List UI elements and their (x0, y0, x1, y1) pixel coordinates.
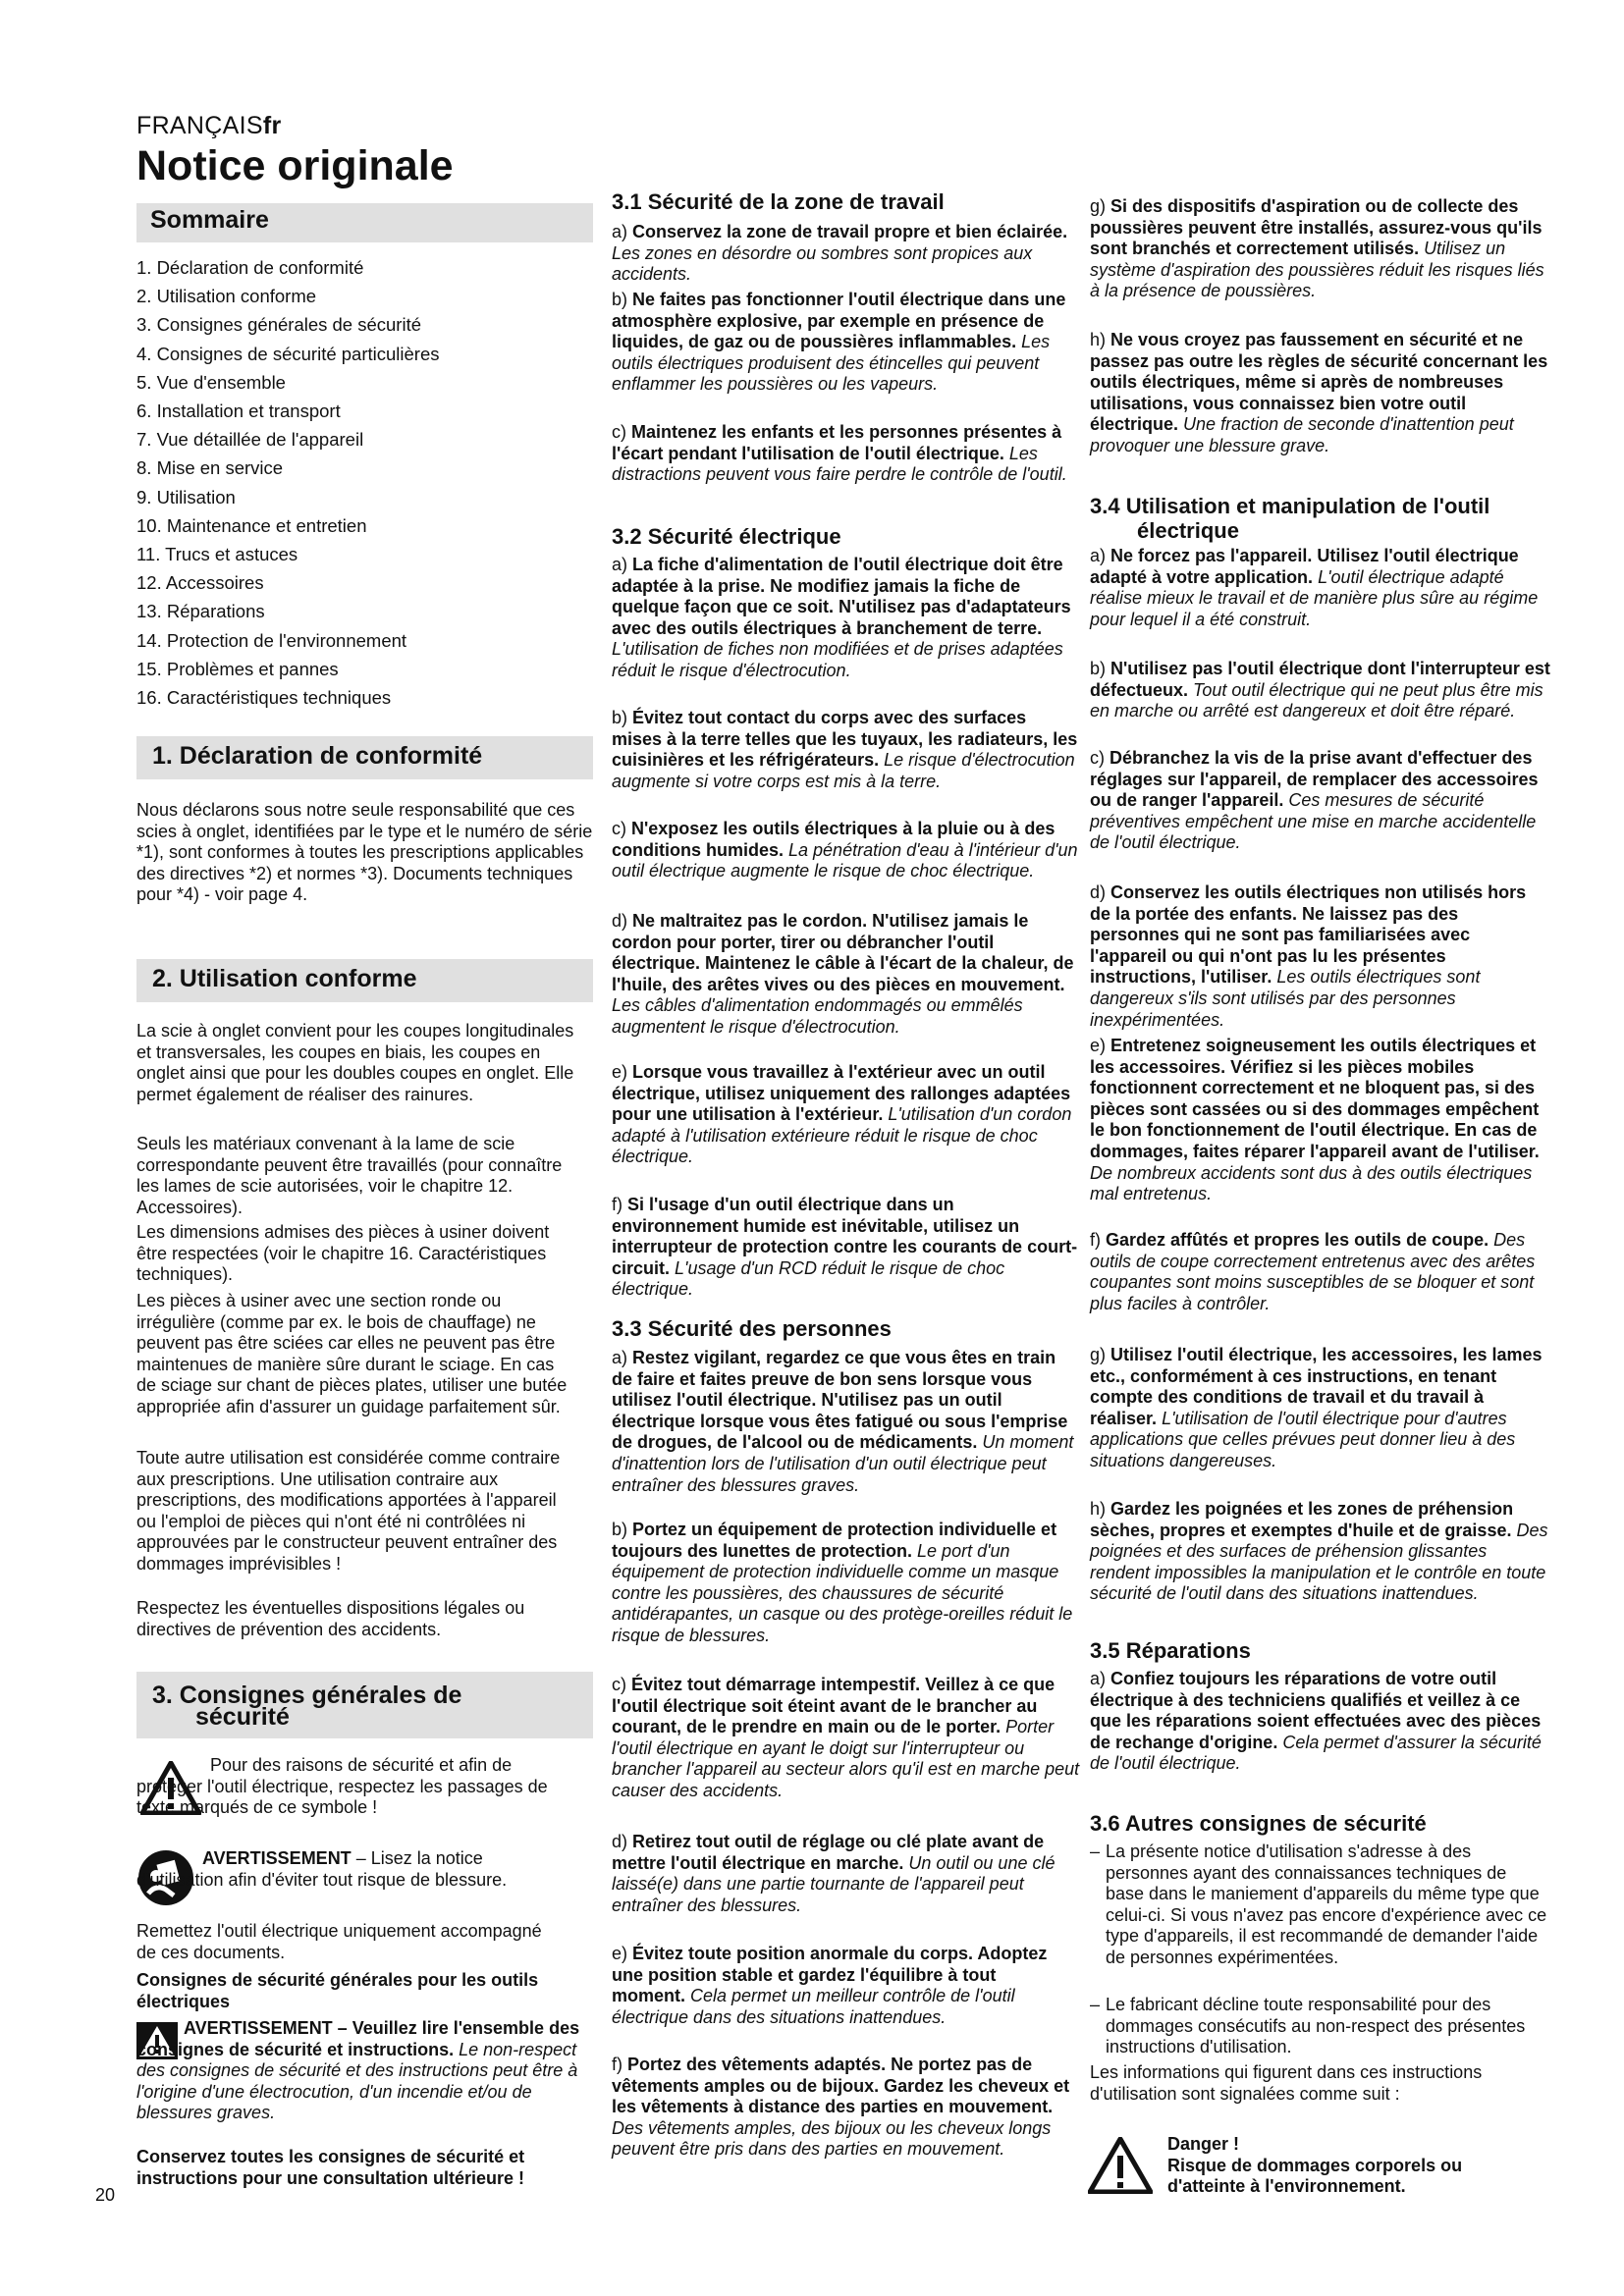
section-3-6-info: Les informations qui figurent dans ces instructions d'utilisation sont signalées comme suit : (1090, 2062, 1483, 2104)
section-3-3-c (612, 1675, 1081, 1802)
toc-item[interactable]: 16. Caractéristiques techniques (136, 687, 392, 709)
section-3-2-f (612, 1195, 1081, 1301)
item-italic: Des vêtements amples, des bijoux ou les cheveux longs peuvent être pris dans des parties en mouvement. (612, 2117, 1052, 2160)
section-1-heading-band (136, 736, 593, 779)
item-bold: Gardez affûtés et propres les outils de coupe. (1106, 1230, 1489, 1250)
section-1-body: Nous déclarons sous notre seule responsabilité que ces scies à onglet, identifiées par le type et le numéro de série *1), sont conformes à toutes les prescriptions applicables des directives *2) et normes *3). Documents techniques pour *4) - voir page 4. (136, 800, 593, 905)
item-prefix: f) (612, 1195, 627, 1214)
item-italic: Utilisez un système d'aspiration des poussières réduit les risques liés à la présence de poussières. (1090, 239, 1544, 301)
bullet-dash: – (1090, 1995, 1101, 2014)
section-3-5-a (1090, 1669, 1556, 1775)
item-bold: Évitez tout contact du corps avec des surfaces mises à la terre telles que les tuyaux, les radiateurs, les cuisinières et les réfrigérateurs. (612, 708, 1078, 771)
item-prefix: h) (1090, 1499, 1111, 1519)
section-3-4-heading-line1: 3.4 Utilisation et manipulation de l'outil (1090, 494, 1490, 518)
item-prefix: c) (1090, 748, 1110, 768)
item-prefix: a) (612, 1348, 633, 1367)
section-3-6-bullet-2: Le fabricant décline toute responsabilité pour des dommages consécutifs au non-respect des présentes instructions d'utilisation. (1106, 1995, 1526, 2057)
danger-text: Risque de dommages corporels ou d'atteinte à l'environnement. (1167, 2155, 1463, 2197)
item-italic: L'utilisation de l'outil électrique pour d'autres applications que celles prévues peut donner lieu à des situations dangereuses. (1090, 1408, 1516, 1470)
item-italic: Les distractions peuvent vous faire perdre le contrôle de l'outil. (612, 443, 1067, 485)
section-3-heading-line1: 3. Consignes générales de (152, 1682, 462, 1709)
toc-item[interactable]: 2. Utilisation conforme (136, 286, 317, 307)
toc-item[interactable]: 7. Vue détaillée de l'appareil (136, 429, 364, 451)
section-3-4-g (1090, 1345, 1551, 1472)
toc-heading-band (136, 203, 593, 242)
item-bold: Portez des vêtements adaptés. Ne portez pas de vêtements amples ou de bijoux. Gardez les cheveux et les vêtements à distance des parties en mouvement. (612, 2055, 1070, 2117)
toc-item[interactable]: 9. Utilisation (136, 486, 236, 507)
item-prefix: a) (612, 555, 633, 574)
item-bold: Conservez la zone de travail propre et bien éclairée. (632, 222, 1068, 241)
item-bold: Restez vigilant, regardez ce que vous êtes en train de faire et faites preuve de bon sens lorsque vous utilisez l'outil électrique. N'utilisez pas un outil électrique lorsque vous êtes fatigué ou sous l'emprise de drogues, de l'alcool ou de médicaments. (612, 1348, 1068, 1453)
section-3-keep: Conservez toutes les consignes de sécurité et instructions pour une consultation ultérieure ! (136, 2147, 525, 2188)
section-3-3-h (1090, 330, 1556, 457)
item-italic: Un outil ou une clé laissé(e) dans une partie tournante de l'appareil peut entraîner des blessures. (612, 1852, 1056, 1915)
item-bold: Conservez les outils électriques non utilisés hors de la portée des enfants. Ne laissez pas des personnes qui ne sont pas familiarisées avec l'appareil ou qui n'ont pas lu les présentes instructions, l'utiliser. (1090, 882, 1527, 988)
section-2-p6: Respectez les éventuelles dispositions légales ou directives de prévention des accidents. (136, 1598, 525, 1639)
language-name: FRANÇAIS (136, 112, 263, 139)
item-italic: L'outil électrique adapté réalise mieux le travail et de manière plus sûre au régime pour lequel il a été construit. (1090, 566, 1539, 629)
item-bold: Évitez toute position anormale du corps. Adoptez une position stable et gardez l'équilibre à tout moment. (612, 1944, 1048, 2006)
section-3-1-b (612, 290, 1073, 396)
bullet-dash: – (1090, 1842, 1101, 1861)
toc-item[interactable]: 13. Réparations (136, 601, 265, 622)
item-bold: Retirez tout outil de réglage ou clé plate avant de mettre l'outil électrique en marche. (612, 1832, 1045, 1873)
section-3-3-heading: 3.3 Sécurité des personnes (612, 1316, 892, 1341)
section-3-heading-line2: sécurité (195, 1702, 290, 1731)
section-3-1-c (612, 422, 1073, 486)
item-bold: Ne forcez pas l'appareil. Utilisez l'outil électrique adapté à votre application. (1090, 546, 1519, 587)
toc-item[interactable]: 8. Mise en service (136, 457, 284, 479)
item-prefix: f) (612, 2055, 627, 2074)
section-2-p4: Les pièces à usiner avec une section ronde ou irrégulière (comme par ex. le bois de chauffage) ne peuvent pas être sciées car elles ne peuvent pas être maintenues de manière sûre durant le sciage. En cas de sciage sur chant de pièces plates, utiliser une butée appropriée afin d'assurer un guidage parfaitement sûr. (136, 1291, 568, 1416)
item-italic: Des poignées et des surfaces de préhension glissantes rendent impossibles la manipulation et le contrôle en toute sécurité de l'outil dans des situations inattendues. (1090, 1520, 1548, 1604)
item-prefix: c) (612, 1675, 631, 1694)
item-italic: Cela permet un meilleur contrôle de l'outil électrique dans des situations inattendues. (612, 1986, 1015, 2027)
item-prefix: a) (1090, 1669, 1111, 1688)
section-3-6-bullet-1: La présente notice d'utilisation s'adresse à des personnes ayant des connaissances techniques de base dans le maniement d'appareils du même type que celui-ci. Si vous n'avez pas encore d'expérience avec ce type d'appareils, il est recommandé de demander l'aide de personnes expérimentées. (1106, 1842, 1547, 1967)
section-3-2-b (612, 708, 1078, 792)
item-bold: Lorsque vous travaillez à l'extérieur avec un outil électrique, utilisez uniquement des rallonges adaptées pour une utilisation à l'extérieur. (612, 1062, 1071, 1125)
item-bold: N'utilisez pas l'outil électrique dont l'interrupteur est défectueux. (1090, 659, 1550, 700)
page-number: 20 (95, 2185, 116, 2205)
warning-triangle-icon (1088, 2137, 1153, 2194)
danger-notice (1167, 2134, 1541, 2198)
danger-title: Danger ! (1167, 2134, 1240, 2154)
item-prefix: e) (1090, 1036, 1111, 1055)
section-3-1-a (612, 222, 1073, 286)
section-3-4-h (1090, 1499, 1551, 1605)
item-italic: L'usage d'un RCD réduit le risque de choc électrique. (612, 1257, 1005, 1300)
item-italic: Les câbles d'alimentation endommagés ou emmêlés augmentent le risque d'électrocution. (612, 995, 1023, 1037)
section-2-p5: Toute autre utilisation est considérée comme contraire aux prescriptions. Une utilisation contraire aux prescriptions, des modifications apportées à l'appareil ou l'emploi de pièces qui n'ont été ni contrôlées ni approuvées par le constructeur peuvent entraîner des dommages imprévisibles ! (136, 1448, 561, 1574)
section-3-handover: Remettez l'outil électrique uniquement accompagné de ces documents. (136, 1921, 542, 1962)
section-3-symbol-text: Pour des raisons de sécurité et afin de protéger l'outil électrique, respectez les passages de texte marqués de ce symbole ! (136, 1755, 548, 1818)
toc-item[interactable]: 11. Trucs et astuces (136, 544, 298, 565)
item-bold: Utilisez l'outil électrique, les accessoires, les lames etc., conformément à ces instructions, en tenant compte des conditions de travail et du travail à réaliser. (1090, 1345, 1543, 1428)
section-3-3-a (612, 1348, 1081, 1496)
section-3-4-b (1090, 659, 1551, 722)
item-prefix: a) (612, 222, 633, 241)
language-code: fr (262, 112, 282, 139)
table-of-contents (136, 253, 440, 712)
item-italic: Tout outil électrique qui ne peut plus être mis en marche ou arrêté est dangereux et doit être réparé. (1090, 679, 1543, 721)
item-prefix: b) (612, 1520, 633, 1539)
toc-item[interactable]: 6. Installation et transport (136, 400, 341, 422)
item-italic: Le port d'un équipement de protection individuelle comme un masque contre les poussières, des chaussures de sécurité antidérapantes, un casque ou des protège-oreilles réduit le risque de blessures. (612, 1540, 1073, 1645)
item-prefix: d) (612, 1832, 633, 1851)
item-italic: Les outils électriques produisent des étincelles qui peuvent enflammer les poussières ou les vapeurs. (612, 332, 1051, 395)
toc-item[interactable]: 12. Accessoires (136, 572, 264, 594)
item-italic: La pénétration d'eau à l'intérieur d'un outil électrique augmente le risque de choc électrique. (612, 839, 1078, 881)
warning-2-italic: Le non-respect des consignes de sécurité et des instructions peut être à l'origine d'une électrocution, d'un incendie et/ou de blessures graves. (136, 2039, 578, 2123)
section-3-2-e (612, 1062, 1081, 1168)
item-bold: Entretenez soigneusement les outils électriques et les accessoires. Vérifiez si les pièces mobiles fonctionnent correctement et ne bloquent pas, si des pièces sont cassées ou si des dommages empêchent le bon fonctionnement de l'outil électrique. En cas de dommages, faites réparer l'appareil avant de l'utiliser. (1090, 1036, 1540, 1161)
toc-item[interactable]: 15. Problèmes et pannes (136, 658, 339, 679)
warning-1-label: AVERTISSEMENT (202, 1848, 352, 1868)
item-bold: Si des dispositifs d'aspiration ou de collecte des poussières peuvent être installés, assurez-vous qu'ils sont branchés et correctement utilisés. (1090, 196, 1543, 259)
item-prefix: c) (612, 819, 631, 838)
item-italic: L'utilisation d'un cordon adapté à l'utilisation extérieure réduit le risque de choc électrique. (612, 1104, 1072, 1167)
section-3-5-heading: 3.5 Réparations (1090, 1638, 1251, 1663)
section-3-2-a (612, 555, 1073, 682)
warning-2-bold: AVERTISSEMENT – Veuillez lire l'ensemble des consignes de sécurité et instructions. (136, 2018, 580, 2059)
item-bold: Gardez les poignées et les zones de préhension sèches, propres et exemptes d'huile et de graisse. (1090, 1499, 1514, 1540)
section-3-3-b (612, 1520, 1073, 1647)
item-italic: Des outils de coupe correctement entretenus avec des arêtes coupantes sont moins susceptibles de se bloquer et sont plus faciles à contrôler. (1090, 1230, 1536, 1313)
item-prefix: d) (612, 911, 633, 931)
item-bold: Si l'usage d'un outil électrique dans un environnement humide est inévitable, utilisez un interrupteur de protection contre les courants de court-circuit. (612, 1195, 1078, 1278)
section-3-4-heading (1090, 494, 1556, 544)
section-3-general-title: Consignes de sécurité générales pour les outils électriques (136, 1970, 539, 2011)
section-3-warning-2 (136, 2018, 583, 2124)
section-3-4-c (1090, 748, 1551, 854)
warning-1-text: – Lisez la notice d'utilisation afin d'éviter tout risque de blessure. (136, 1848, 508, 1890)
item-bold: Portez un équipement de protection individuelle et toujours des lunettes de protection. (612, 1520, 1057, 1561)
item-italic: Les zones en désordre ou sombres sont propices aux accidents. (612, 242, 1033, 285)
section-3-4-heading-line2: électrique (1137, 518, 1239, 544)
section-2-p2: Seuls les matériaux convenant à la lame de scie correspondante peuvent être travaillés (pour connaître les lames de scie autorisées, voir le chapitre 12. Accessoires). (136, 1134, 563, 1217)
item-prefix: e) (612, 1944, 633, 1963)
section-3-2-c (612, 819, 1081, 882)
section-1-heading: 1. Déclaration de conformité (152, 742, 483, 770)
item-italic: Cela permet d'assurer la sécurité de l'outil électrique. (1090, 1732, 1542, 1774)
item-prefix: e) (612, 1062, 633, 1082)
item-bold: Maintenez les enfants et les personnes présentes à l'écart pendant l'utilisation de l'outil électrique. (612, 422, 1062, 463)
section-3-3-d (612, 1832, 1073, 1916)
item-prefix: b) (612, 708, 633, 727)
page-title: Notice originale (136, 142, 454, 189)
item-italic: Un moment d'inattention lors de l'utilisation d'un outil électrique peut entraîner des blessures graves. (612, 1432, 1074, 1495)
section-3-3-e (612, 1944, 1073, 2028)
toc-item[interactable]: 3. Consignes générales de sécurité (136, 314, 422, 336)
item-italic: De nombreux accidents sont dus à des outils électriques mal entretenus. (1090, 1162, 1533, 1204)
section-2-heading: 2. Utilisation conforme (152, 965, 417, 992)
item-italic: Le risque d'électrocution augmente si votre corps est mis à la terre. (612, 750, 1075, 791)
section-3-4-e (1090, 1036, 1556, 1205)
section-3-heading-band (136, 1672, 593, 1738)
section-3-4-d (1090, 882, 1551, 1031)
section-2-p3: Les dimensions admises des pièces à usiner doivent être respectées (voir le chapitre 16. Caractéristiques techniques). (136, 1222, 550, 1285)
item-prefix: h) (1090, 330, 1111, 349)
section-2-p1: La scie à onglet convient pour les coupes longitudinales et transversales, les coupes en biais, les coupes en onglet ainsi que pour les doubles coupes en onglet. Elle permet également de réaliser des rainures. (136, 1021, 574, 1104)
item-prefix: a) (1090, 546, 1111, 565)
item-italic: Une fraction de seconde d'inattention peut provoquer une blessure grave. (1090, 414, 1514, 455)
item-italic: Porter l'outil électrique en ayant le doigt sur l'interrupteur ou brancher l'appareil au secteur alors qu'il est en marche peut causer des accidents. (612, 1717, 1080, 1800)
toc-item[interactable]: 1. Déclaration de conformité (136, 257, 364, 278)
section-2-heading-band (136, 959, 593, 1002)
item-prefix: g) (1090, 196, 1111, 216)
item-bold: Ne faites pas fonctionner l'outil électrique dans une atmosphère explosive, par exemple en présence de liquides, de gaz ou de poussières inflammables. (612, 290, 1066, 352)
item-prefix: b) (1090, 659, 1111, 678)
section-3-1-heading: 3.1 Sécurité de la zone de travail (612, 189, 945, 214)
section-3-2-heading: 3.2 Sécurité électrique (612, 524, 841, 549)
item-prefix: f) (1090, 1230, 1106, 1250)
item-bold: La fiche d'alimentation de l'outil électrique doit être adaptée à la prise. Ne modifiez jamais la fiche de quelque façon que ce soit. N'utilisez pas d'adaptateurs avec des outils électriques à branchement de terre. (612, 555, 1071, 638)
item-prefix: d) (1090, 882, 1111, 902)
item-bold: N'exposez les outils électriques à la pluie ou à des conditions humides. (612, 819, 1056, 860)
item-bold: Ne vous croyez pas faussement en sécurité et ne passez pas outre les règles de sécurité concernant les outils électriques, même si après de nombreuses utilisations, vous connaissez bien votre outil électrique. (1090, 330, 1548, 435)
section-3-3-f (612, 2055, 1073, 2161)
item-prefix: c) (612, 422, 631, 442)
item-bold: Débranchez la vis de la prise avant d'effectuer des réglages sur l'appareil, de remplacer des accessoires ou de ranger l'appareil. (1090, 748, 1539, 811)
section-3-warning-1 (136, 1848, 568, 1891)
item-bold: Confiez toujours les réparations de votre outil électrique à des techniciens qualifiés et veillez à ce que les réparations soient effectuées avec des pièces de rechange d'origine. (1090, 1669, 1542, 1752)
item-prefix: g) (1090, 1345, 1111, 1364)
section-3-4-a (1090, 546, 1551, 630)
toc-item[interactable]: 5. Vue d'ensemble (136, 371, 286, 393)
section-3-2-d (612, 911, 1081, 1039)
item-italic: Ces mesures de sécurité préventives empêchent une mise en marche accidentelle de l'outil électrique. (1090, 790, 1537, 853)
section-3-4-f (1090, 1230, 1551, 1314)
item-bold: Évitez tout démarrage intempestif. Veillez à ce que l'outil électrique soit éteint avant de le brancher au courant, de le prendre en main ou de le porter. (612, 1675, 1056, 1737)
item-prefix: b) (612, 290, 633, 309)
toc-item[interactable]: 14. Protection de l'environnement (136, 629, 407, 651)
item-bold: Ne maltraitez pas le cordon. N'utilisez jamais le cordon pour porter, tirer ou débrancher l'outil électrique. Maintenez le câble à l'écart de la chaleur, de l'huile, des arêtes vives ou des pièces en mouvement. (612, 911, 1074, 994)
section-3-3-g (1090, 196, 1556, 302)
section-3-6-heading: 3.6 Autres consignes de sécurité (1090, 1811, 1427, 1836)
toc-item[interactable]: 10. Maintenance et entretien (136, 514, 367, 536)
language-label (136, 112, 281, 140)
toc-item[interactable]: 4. Consignes de sécurité particulières (136, 343, 440, 364)
item-italic: L'utilisation de fiches non modifiées et de prises adaptées réduit le risque d'électrocution. (612, 639, 1063, 680)
toc-heading: Sommaire (150, 206, 269, 234)
item-italic: Les outils électriques sont dangereux s'ils sont utilisés par des personnes inexpérimentées. (1090, 967, 1481, 1030)
